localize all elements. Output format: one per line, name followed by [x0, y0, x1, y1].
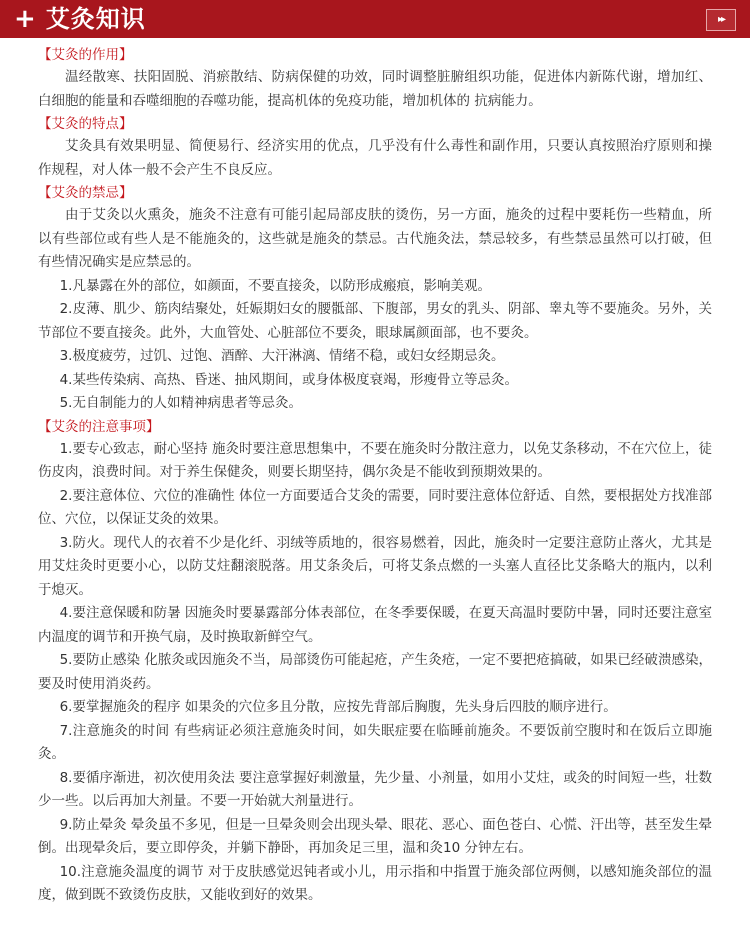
paragraph: 温经散寒、扶阳固脱、消瘀散结、防病保健的功效，同时调整脏腑组织功能，促进体内新陈代谢，增加红、白细胞的能量和吞噬细胞的吞噬功能，提高机体的免疫功能，增加机体的 抗病能力。 — [38, 69, 712, 109]
list-item: 5.要防止感染 化脓灸或因施灸不当，局部烫伤可能起疮，产生灸疮，一定不要把疮搞破，如果已经破溃感染，要及时使用消炎药。 — [38, 652, 712, 692]
list-item: 10.注意施灸温度的调节 对于皮肤感觉迟钝者或小儿，用示指和中指置于施灸部位两侧，以感知施灸部位的温度，做到既不致烫伤皮肤，又能收到好的效果。 — [38, 863, 712, 903]
section-heading: 【艾灸的禁忌】 — [38, 185, 133, 201]
list-item: 1.要专心致志，耐心坚持 施灸时要注意思想集中，不要在施灸时分散注意力，以免艾条移动，不在穴位上，徒伤皮肉，浪费时间。对于养生保健灸，则要长期坚持，偶尔灸是不能收到预期效果的。 — [38, 440, 712, 480]
section-function — [38, 44, 712, 113]
list-item: 2.皮薄、肌少、筋肉结聚处，妊娠期妇女的腰骶部、下腹部，男女的乳头、阴部、睾丸等不要施灸。另外，关节部位不要直接灸。此外，大血管处、心脏部位不要灸，眼球属颜面部，也不要灸。 — [38, 301, 712, 341]
list-item: 9.防止晕灸 晕灸虽不多见，但是一旦晕灸则会出现头晕、眼花、恶心、面色苍白、心慌、汗出等，甚至发生晕倒。出现晕灸后，要立即停灸，并躺下静卧，再加灸足三里，温和灸10 分钟左右。 — [38, 816, 712, 856]
section-heading: 【艾灸的特点】 — [38, 116, 133, 132]
page-title: 艾灸知识 — [45, 5, 146, 33]
section-contraindications — [38, 182, 712, 416]
list-item: 1.凡暴露在外的部位，如颜面，不要直接灸，以防形成瘢痕，影响美观。 — [59, 277, 491, 294]
list-item: 4.某些传染病、高热、昏迷、抽风期间，或身体极度衰竭，形瘦骨立等忌灸。 — [59, 371, 518, 388]
section-heading: 【艾灸的作用】 — [38, 47, 133, 63]
list-item: 3.极度疲劳，过饥、过饱、酒醉、大汗淋漓、情绪不稳，或妇女经期忌灸。 — [59, 348, 505, 364]
section-features — [38, 113, 712, 182]
more-arrow-button[interactable]: ▸▸ — [706, 9, 736, 31]
list-item: 8.要循序渐进，初次使用灸法 要注意掌握好刺激量，先少量、小剂量，如用小艾炷，或灸的时间短一些，壮数少一些。以后再加大剂量。不要一开始就大剂量进行。 — [38, 769, 712, 809]
list-item: 6.要掌握施灸的程序 如果灸的穴位多且分散，应按先背部后胸腹，先头身后四肢的顺序进行。 — [59, 699, 617, 715]
plus-icon: + — [14, 4, 36, 34]
section-precautions — [38, 416, 712, 908]
paragraph: 艾灸具有效果明显、简便易行、经济实用的优点，几乎没有什么毒性和副作用，只要认真按照治疗原则和操作规程，对人体一般不会产生不良反应。 — [38, 138, 712, 178]
section-heading: 【艾灸的注意事项】 — [38, 418, 160, 435]
article-content — [0, 38, 750, 908]
header-bar — [0, 0, 750, 38]
list-item: 7.注意施灸的时间 有些病证必须注意施灸时间，如失眠症要在临睡前施灸。不要饭前空腹时和在饭后立即施灸。 — [38, 722, 712, 762]
list-item: 2.要注意体位、穴位的准确性 体位一方面要适合艾灸的需要，同时要注意体位舒适、自然，要根据处方找准部位、穴位，以保证艾灸的效果。 — [38, 487, 712, 527]
list-item: 3.防火。现代人的衣着不少是化纤、羽绒等质地的，很容易燃着，因此，施灸时一定要注意防止落火，尤其是用艾炷灸时更要小心，以防艾炷翻滚脱落。用艾条灸后，可将艾条点燃的一头塞人直径比艾条略大的瓶内，以利于熄灭。 — [38, 534, 712, 598]
list-item: 5.无自制能力的人如精神病患者等忌灸。 — [59, 395, 302, 411]
list-item: 4.要注意保暖和防暑 因施灸时要暴露部分体表部位，在冬季要保暖，在夏天高温时要防中暑，同时还要注意室内温度的调节和开换气扇，及时换取新鲜空气。 — [38, 605, 712, 645]
paragraph: 由于艾灸以火熏灸，施灸不注意有可能引起局部皮肤的烫伤，另一方面，施灸的过程中要耗伤一些精血，所以有些部位或有些人是不能施灸的，这些就是施灸的禁忌。古代施灸法，禁忌较多，有些禁忌虽然可以打破，但有些情况确实是应禁忌的。 — [38, 207, 712, 270]
